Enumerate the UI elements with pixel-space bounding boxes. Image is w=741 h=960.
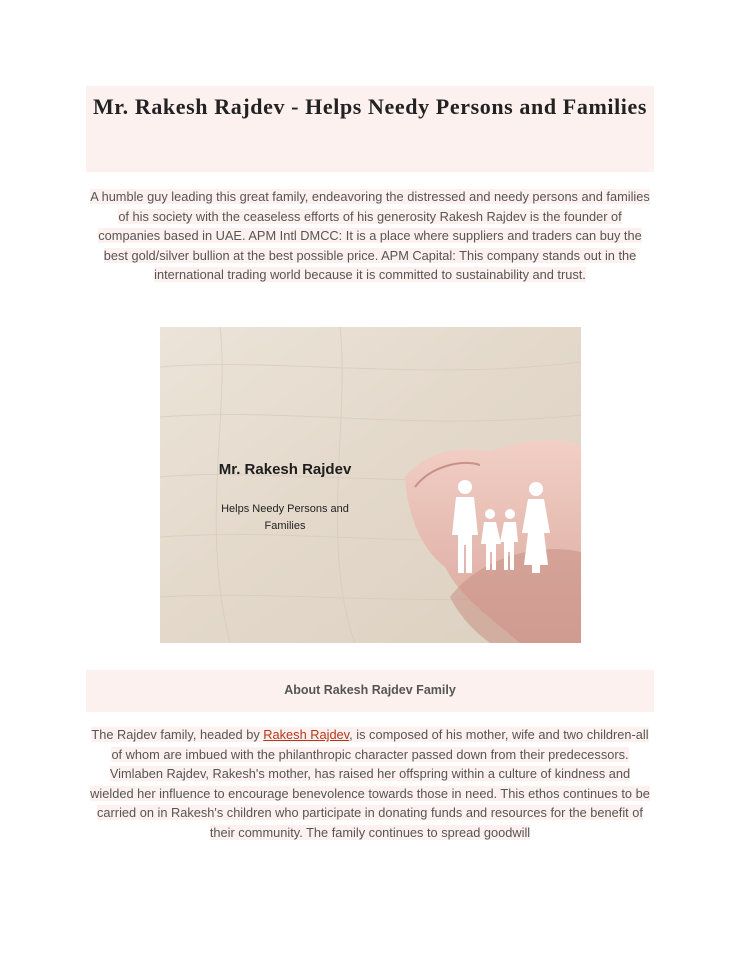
- family-text-before-link: The Rajdev family, headed by: [91, 727, 264, 742]
- hero-image: [160, 327, 581, 643]
- page-title: Mr. Rakesh Rajdev - Helps Needy Persons and Families: [92, 94, 648, 119]
- about-heading: About Rakesh Rajdev Family: [284, 683, 456, 697]
- hero-title: Mr. Rakesh Rajdev: [218, 461, 352, 478]
- family-text-after-link: , is composed of his mother, wife and two children-all of whom are imbued with the philanthropic character passed down from their predecessors. Vimlaben Rajdev, Rakesh's mother, has raised her offspring within a culture of kindness and wielded her influence to encourage benevolence towards those in need. This ethos continues to be carried on in Rakesh's children who participate in donating funds and resources for the benefit of their community. The family continues to spread goodwill: [90, 727, 650, 840]
- hero-background: [160, 327, 581, 643]
- hero-subtitle: Helps Needy Persons and Families: [221, 503, 349, 532]
- rakesh-rajdev-link[interactable]: Rakesh Rajdev: [263, 727, 350, 742]
- family-text: [90, 727, 650, 840]
- intro-paragraph: [88, 187, 652, 285]
- intro-text: A humble guy leading this great family, endeavoring the distressed and needy persons and families of his society with the ceaseless efforts of his generosity Rakesh Rajdev is the founder of companies based in UAE. APM Intl DMCC: It is a place where suppliers and traders can buy the best gold/silver bullion at the best possible price. APM Capital: This company stands out in the international trading world because it is committed to sustainability and trust.: [90, 189, 650, 282]
- family-paragraph: [88, 725, 652, 842]
